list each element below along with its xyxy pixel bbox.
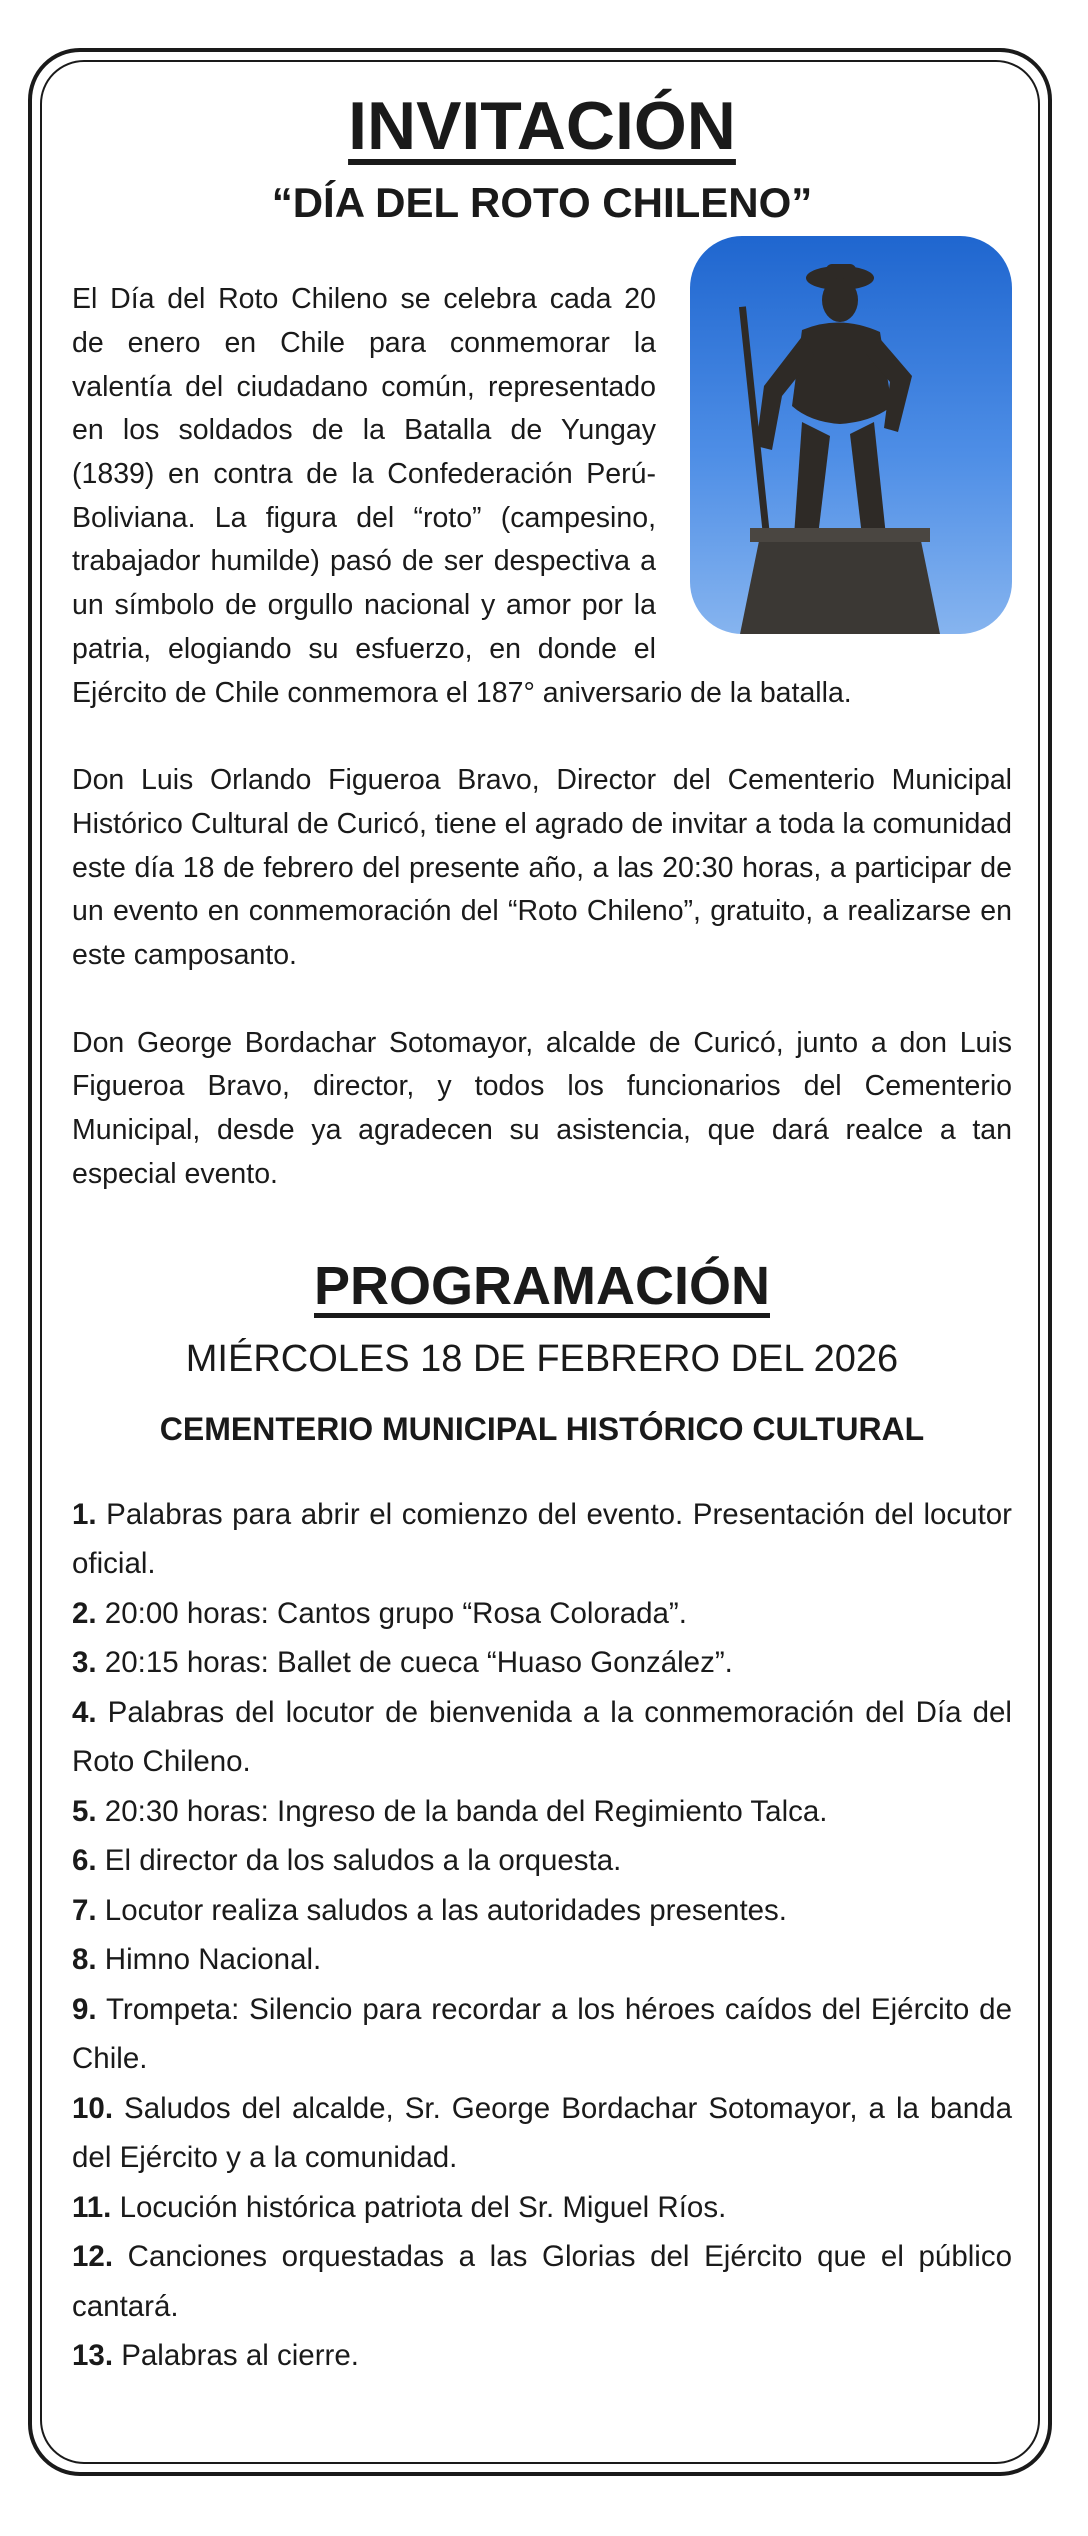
program-item-number: 2.	[72, 1596, 97, 1630]
acknowledgement-paragraph: Don George Bordachar Sotomayor, alcalde de Curicó, junto a don Luis Figueroa Bravo, director, y todos los funcionarios del Cementerio Municipal, desde ya agradecen su asistencia, que dará realce a tan especial evento.	[72, 1026, 1012, 1190]
program-item	[72, 1886, 1012, 1936]
program-item-text: Palabras al cierre.	[113, 2339, 359, 2373]
program-item-text: Locutor realiza saludos a las autoridades presentes.	[96, 1893, 787, 1927]
program-item-text: 20:15 horas: Ballet de cueca “Huaso González”.	[96, 1646, 733, 1680]
event-venue: CEMENTERIO MUNICIPAL HISTÓRICO CULTURAL	[159, 1411, 925, 1448]
programming-title: PROGRAMACIÓN	[314, 1255, 770, 1316]
program-item-number: 5.	[72, 1794, 97, 1828]
program-item-number: 12.	[72, 2240, 114, 2274]
roto-chileno-statue-image	[690, 236, 1012, 634]
program-item-text: Palabras del locutor de bienvenida a la conmemoración del Día del Roto Chileno.	[72, 1695, 1012, 1779]
program-item-text: El director da los saludos a la orquesta.	[96, 1844, 622, 1878]
event-date: MIÉRCOLES 18 DE FEBRERO DEL 2026	[185, 1337, 899, 1380]
program-item	[72, 1935, 1012, 1985]
invitation-paragraph: Don Luis Orlando Figueroa Bravo, Director del Cementerio Municipal Histórico Cultural de Curicó, tiene el agrado de invitar a toda la comunidad este día 18 de febrero del presente año, a las 20:30 horas, a participar de un evento en conmemoración del “Roto Chileno”, gratuito, a realizarse en este camposanto.	[72, 764, 1012, 972]
program-item-number: 10.	[72, 2091, 114, 2125]
program-item-text: 20:00 horas: Cantos grupo “Rosa Colorada”.	[96, 1596, 687, 1630]
program-item-text: Himno Nacional.	[96, 1943, 322, 1977]
program-item-number: 8.	[72, 1943, 97, 1977]
program-item-text: Saludos del alcalde, Sr. George Bordachar Sotomayor, a la banda del Ejército y a la comunidad.	[72, 2091, 1012, 2175]
program-item	[72, 1638, 1012, 1688]
program-item	[72, 2232, 1012, 2331]
program-item	[72, 1985, 1012, 2084]
program-item	[72, 2183, 1012, 2233]
program-item-number: 9.	[72, 1992, 97, 2026]
program-item	[72, 2331, 1012, 2381]
program-item	[72, 2084, 1012, 2183]
program-item-text: 20:30 horas: Ingreso de la banda del Regimiento Talca.	[96, 1794, 828, 1828]
intro-paragraph: El Día del Roto Chileno se celebra cada 20 de enero en Chile para conmemorar la valentía del ciudadano común, representado en los soldados de la Batalla de Yungay (1839) en contra de la Confederación Perú-Boliviana. La figura del “roto” (campesino, trabajador humilde) pasó de ser despectiva a un símbolo de orgullo nacional y amor por la patria, elogiando su esfuerzo, en donde el Ejército de Chile conmemora el 187° aniversario de la batalla.	[72, 283, 852, 709]
program-item-number: 7.	[72, 1893, 97, 1927]
program-item-text: Trompeta: Silencio para recordar a los héroes caídos del Ejército de Chile.	[72, 1992, 1012, 2076]
program-item	[72, 1787, 1012, 1837]
program-item	[72, 1836, 1012, 1886]
program-list	[72, 1490, 1012, 2381]
invitation-content	[72, 88, 1012, 2381]
program-item-text: Locución histórica patriota del Sr. Miguel Ríos.	[111, 2190, 727, 2224]
program-item	[72, 1490, 1012, 1589]
program-item-number: 3.	[72, 1646, 97, 1680]
program-item-text: Palabras para abrir el comienzo del evento. Presentación del locutor oficial.	[72, 1497, 1012, 1581]
program-item-number: 4.	[72, 1695, 97, 1729]
program-item	[72, 1589, 1012, 1639]
program-item-number: 11.	[72, 2190, 112, 2224]
invitation-title: INVITACIÓN	[348, 88, 736, 164]
program-item-number: 6.	[72, 1844, 97, 1878]
program-item-number: 13.	[72, 2339, 114, 2373]
program-item-number: 1.	[72, 1497, 97, 1531]
program-item	[72, 1688, 1012, 1787]
invitation-subtitle: “DÍA DEL ROTO CHILENO”	[271, 179, 813, 226]
program-item-text: Canciones orquestadas a las Glorias del Ejército que el público cantará.	[72, 2240, 1012, 2323]
